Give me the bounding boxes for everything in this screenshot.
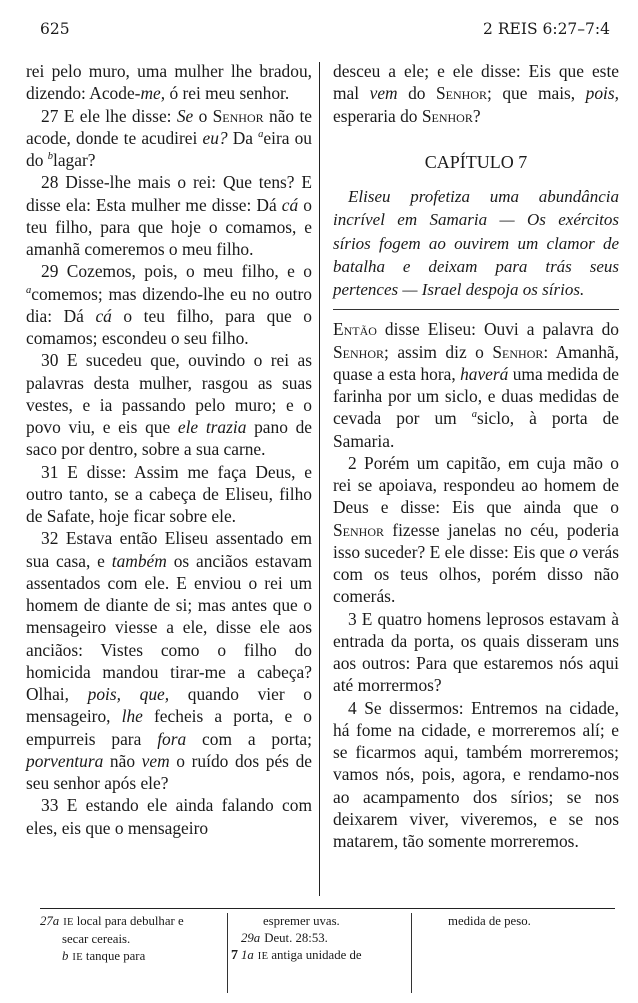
footnote-marker-a: a <box>258 128 264 140</box>
page-header <box>0 14 638 40</box>
right-column <box>333 60 619 852</box>
footnote-7-1a-continuation: medida de peso. <box>448 914 531 928</box>
running-head: 2 REIS 6:27–7:4 <box>483 20 610 38</box>
verse-4: 4 Se dissermos: Entremos na cidade, há fome na cidade, e morreremos alí; e se ficarmos aqui, também morreremos; vamos nós, pois, agora, e rendamo-nos ao acampamento dos sírios; se nos deixarem viver, viveremos, e se nos matarem, tão somente morreremos. <box>333 697 619 851</box>
footnote-29a: 29a Deut. 28:53. <box>241 931 328 945</box>
footnote-7-1a: 7 1a IE antiga unidade de <box>231 948 362 963</box>
verse-29: 29 Cozemos, pois, o meu filho, e o $^a$comemos; mas dizendo-lhe eu no outro dia: Dá cá o teu filho, para que o comamos; escondeu o seu filho. <box>26 261 312 348</box>
chapter-title: CAPÍTULO 7 <box>424 151 528 172</box>
footnotes-rule <box>40 908 615 909</box>
footnotes-column-3 <box>410 913 600 930</box>
column-divider <box>319 62 320 896</box>
chapter-summary: Eliseu profetiza uma abundância incrível em Samaria — Os exércitos sírios fogem ao ouvirem um clamor de batalha e deixam para trás seus pertences — Israel despoja os sírios. <box>333 185 619 310</box>
verse-32: 32 Estava então Eliseu assentado em sua casa, e também os anciãos estavam assentados com ele. E enviou o rei um homem de diante de si; mas antes que o mensageiro viesse a ele, disse ele aos anciãos: Vistes como o filho do homicida mandou tirar-me a cabeça? Olhai, pois, que, quando vier o mensageiro, lhe fecheis a porta, e o empurreis para fora com a porta; porventura não vem o ruído dos pés de seu senhor após ele? <box>26 528 312 793</box>
verse-31: 31 E disse: Assim me faça Deus, e outro tanto, se a cabeça de Eliseu, filho de Safate, hoje ficar sobre ele. <box>26 461 312 526</box>
verse-3: 3 E quatro homens leprosos estavam à entrada da porta, os quais disseram uns aos outros: Para que estaremos nós aqui até morrermos? <box>333 608 619 696</box>
footnote-27a-continuation: secar cereais. <box>62 932 131 946</box>
footnotes-column-2 <box>225 913 415 965</box>
verse-33: 33 E estando ele ainda falando com eles, eis que o mensageiro <box>26 795 312 838</box>
footnote-marker-a: a <box>26 284 32 296</box>
footnotes-column-1 <box>40 913 230 966</box>
verse-28: 28 Disse-lhe mais o rei: Que tens? E disse ela: Esta mulher me disse: Dá cá o teu filho, para que hoje o comamos, e amanhã comeremos o meu filho. <box>26 172 312 259</box>
page-number: 625 <box>40 20 70 38</box>
footnote-marker-b: b <box>47 151 53 163</box>
verse-26-continuation: rei pelo muro, uma mulher lhe bradou, dizendo: Acode-me, ó rei meu senhor. <box>26 61 312 104</box>
footnote-marker-a: a <box>471 409 477 421</box>
footnote-27b: b IE tanque para <box>62 949 146 963</box>
footnote-27b-continuation: espremer uvas. <box>263 914 340 928</box>
verse-2: 2 Porém um capitão, em cuja mão o rei se apoiava, respondeu ao homem de Deus e disse: Eis que ainda que o Senhor fizesse janelas no céu, poderia isso suceder? E ele disse: Eis que o verás com os teus olhos, porém disso não comerás. <box>333 452 619 607</box>
left-column <box>26 60 312 839</box>
verse-27: 27 E ele lhe disse: Se o Senhor não te acode, donde te acudirei eu? Da $^a$eira ou do $^b$lagar? <box>26 105 312 170</box>
verse-33-continuation: desceu a ele; e ele disse: Eis que este mal vem do Senhor; que mais, pois, esperaria do Senhor? <box>333 61 619 126</box>
footnote-27a: 27a IE local para debulhar e <box>40 914 184 928</box>
verse-30: 30 E sucedeu que, ouvindo o rei as palavras desta mulher, rasgou as suas vestes, e ia passando pelo muro; e o povo viu, e eis que ele trazia pano de saco por dentro, sobre a sua carne. <box>26 350 312 460</box>
verse-1: Então disse Eliseu: Ouvi a palavra do Senhor; assim diz o Senhor: Amanhã, quase a esta hora, haverá uma medida de farinha por um siclo, e duas medidas de cevada por um $^a$siclo, à porta de Samaria. <box>333 319 619 451</box>
